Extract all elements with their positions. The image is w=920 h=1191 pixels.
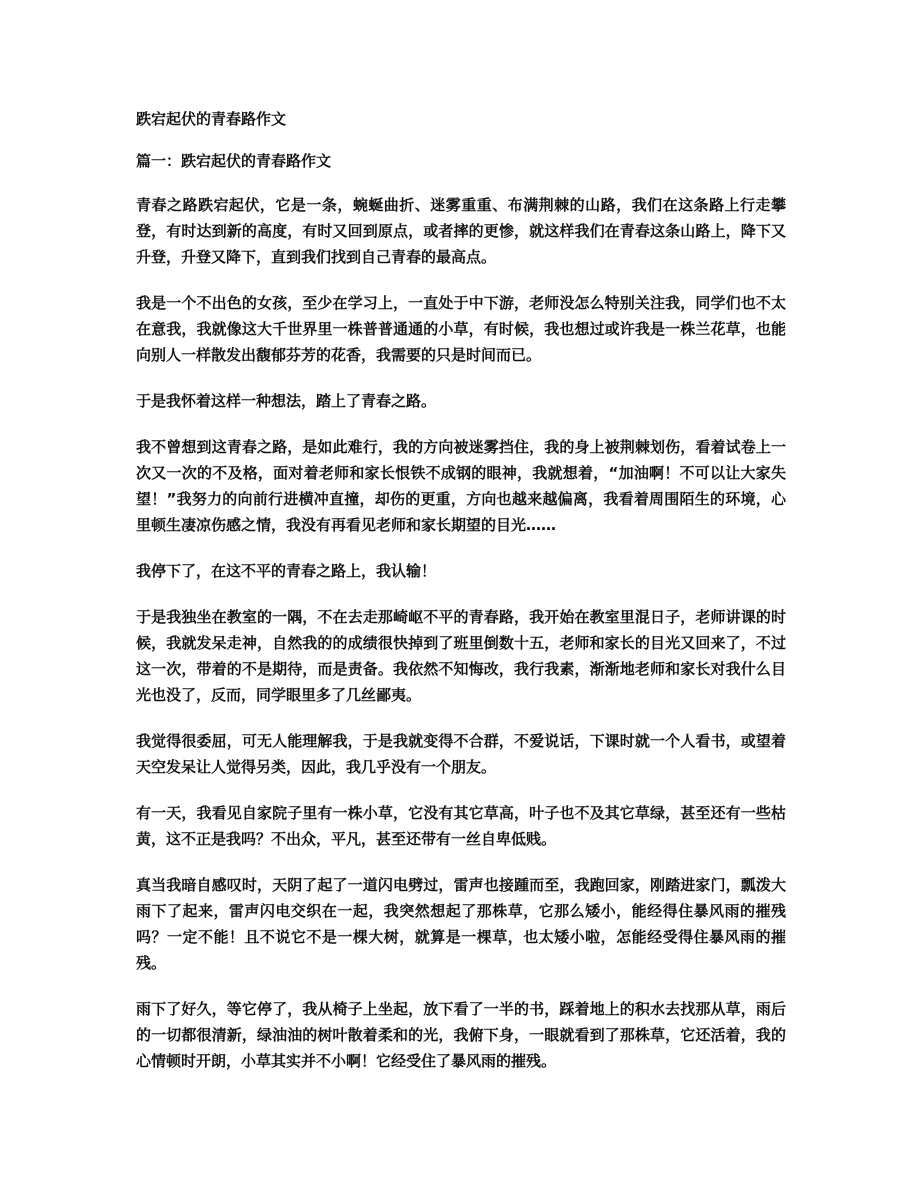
paragraph-4: 我不曾想到这青春之路，是如此难行，我的方向被迷雾挡住，我的身上被荆棘划伤，看着试卷上一次又一次的不及格，面对着老师和家长恨铁不成钢的眼神，我就想着，“加油啊！不可以让大家失望！”我努力的向前行进横冲直撞，却伤的更重，方向也越来越偏离，我看着周围陌生的环境，心里顿生凄凉伤感之情，我没有再看见老师和家长期望的目光……	[136, 438, 786, 534]
document-title: 跌宕起伏的青春路作文	[136, 110, 287, 128]
paragraph-6: 于是我独坐在教室的一隅，不在去走那崎岖不平的青春路，我开始在教室里混日子，老师讲课的时候，我就发呆走神，自然我的的成绩很快掉到了班里倒数十五，老师和家长的目光又回来了，不过这一次，带着的不是期待，而是责备。我依然不知悔改，我行我素，渐渐地老师和家长对我什么目光也没了，反而，同学眼里多了几丝鄙夷。	[136, 608, 786, 704]
paragraph-2: 我是一个不出色的女孩，至少在学习上，一直处于中下游，老师没怎么特别关注我，同学们也不太在意我，我就像这大千世界里一株普普通通的小草，有时候，我也想过或许我是一株兰花草，也能向别人一样散发出馥郁芬芳的花香，我需要的只是时间而已。	[136, 294, 786, 364]
paragraph-3: 于是我怀着这样一种想法，踏上了青春之路。	[136, 392, 437, 410]
paragraph-1: 青春之路跌宕起伏，它是一条，蜿蜒曲折、迷雾重重、布满荆棘的山路，我们在这条路上行走攀登，有时达到新的高度，有时又回到原点，或者摔的更惨，就这样我们在青春这条山路上，降下又升登，升登又降下，直到我们找到自己青春的最高点。	[136, 196, 786, 266]
paragraph-10: 雨下了好久，等它停了，我从椅子上坐起，放下看了一半的书，踩着地上的积水去找那从草，雨后的一切都很清新，绿油油的树叶散着柔和的光，我俯下身，一眼就看到了那株草，它还活着，我的心情顿时开朗，小草其实并不小啊！它经受住了暴风雨的摧残。	[136, 1000, 786, 1070]
paragraph-8: 有一天，我看见自家院子里有一株小草，它没有其它草高，叶子也不及其它草绿，甚至还有一些枯黄，这不正是我吗？不出众，平凡，甚至还带有一丝自卑低贱。	[136, 804, 786, 848]
paragraph-5: 我停下了，在这不平的青春之路上，我认输！	[136, 562, 437, 580]
paragraph-7: 我觉得很委屈，可无人能理解我，于是我就变得不合群，不爱说话，下课时就一个人看书，或望着天空发呆让人觉得另类，因此，我几乎没有一个朋友。	[136, 732, 786, 776]
paragraph-9: 真当我暗自感叹时，天阴了起了一道闪电劈过，雷声也接踵而至，我跑回家，刚踏进家门，瓢泼大雨下了起来，雷声闪电交织在一起，我突然想起了那株草，它那么矮小，能经得住暴风雨的摧残吗？一定不能！且不说它不是一棵大树，就算是一棵草，也太矮小啦，怎能经受得住暴风雨的摧残。	[136, 876, 786, 972]
document-page	[136, 108, 786, 1094]
section-heading: 篇一：跌宕起伏的青春路作文	[136, 152, 332, 170]
